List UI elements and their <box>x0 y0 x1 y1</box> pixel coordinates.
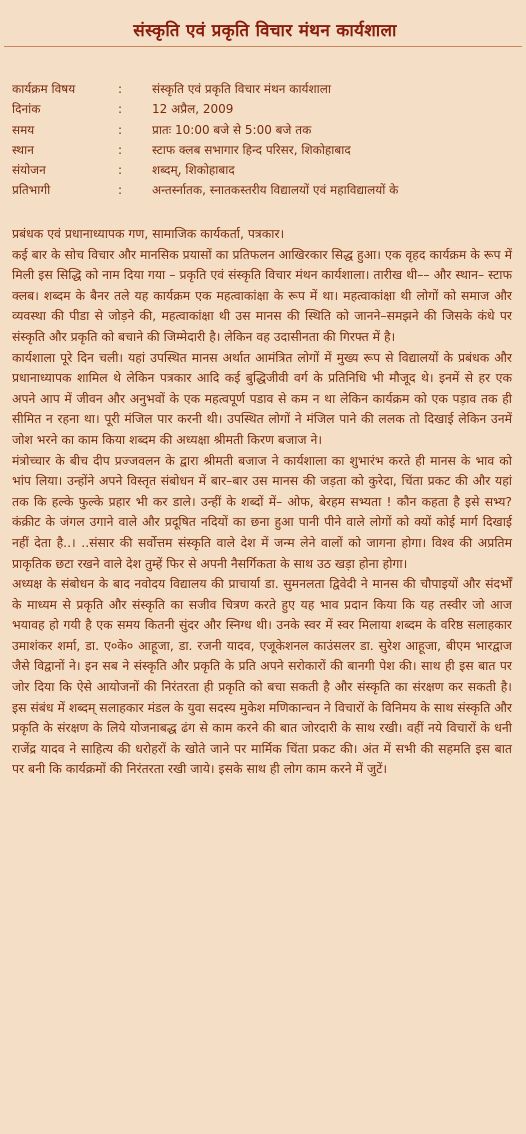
meta-label: समय <box>12 122 35 137</box>
meta-colon: : <box>118 142 123 157</box>
meta-row-subject <box>12 79 522 99</box>
meta-value: 12 अप्रैल, 2009 <box>152 102 234 117</box>
meta-label: स्थान <box>12 142 34 157</box>
meta-row-date <box>12 99 522 119</box>
meta-value: स्टाफ क्लब सभागार हिन्द परिसर, शिकोहाबाद <box>152 142 351 157</box>
title-divider <box>4 46 522 47</box>
page-title: संस्कृति एवं प्रकृति विचार मंथन कार्यशाला <box>133 21 397 41</box>
article-body <box>12 224 512 780</box>
meta-colon: : <box>118 122 123 137</box>
meta-label: कार्यक्रम विषय <box>12 82 76 96</box>
meta-row-participants <box>12 180 522 200</box>
paragraph: अध्यक्ष के संबोधन के बाद नवोदय विद्यालय की प्राचार्या डा. सुमनलता द्विवेदी ने मानस की चौपाइयों और संदर्भों के माध्यम से प्रकृति और संस्कृति का सजीव चित्रण करते हुए यह भाव प्रदान किया कि यह तस्वीर जो आज भयावह हो गयी है एक समय कितनी सुंदर और स्निग्ध थी। उनके स्वर में स्वर मिलाया शब्दम के वरिष्ठ सलाहकार उमाशंकर शर्मा, डा. ए०के० आहूजा, डा. रजनी यादव, एजूकेशनल काउंसलर डा. सुरेश आहूजा, बीएम भारद्वाज जैसे विद्वानों ने। इन सब ने संस्कृति और प्रकृति के प्रति अपने सरोकारों की बानगी पेश की। साथ ही इस बात पर जोर दिया कि ऐसे आयोजनों की निरंतरता ही प्रकृति को बचा सकती है और संस्कृति का संरक्षण कर सकती है। इस संबंध में शब्दम् सलाहकार मंडल के युवा सदस्य मुकेश मणिकान्चन ने विचारों के विनिमय के साथ संस्कृति और प्रकृति के संरक्षण के लिये योजनाबद्ध ढंग से काम करने की बात जोरदारी के साथ रखी। वहीं नये विचारों के धनी राजेंद्र यादव ने साहित्य की धरोहरों के खोते जाने पर मार्मिक चिंता प्रकट की। अंत में सभी की सहमति इस बात पर बनी कि कार्यक्रमों की निरंतरता रखी जाये। इसके साथ ही लोग काम करने में जुटें। <box>12 576 512 777</box>
paragraph: कार्यशाला पूरे दिन चली। यहां उपस्थित मानस अर्थात आमंत्रित लोगों में मुख्य रूप से विद्यालयों के प्रबंधक और प्रधानाध्यापक शामिल थे लेकिन पत्रकार आदि कई बुद्धिजीवी वर्ग के प्रतिनिधि भी मौजूद थे। इनमें से हर एक अपने आप में जीवन और अनुभवों के एक महत्वपूर्ण पडाव से कम न था लेकिन कार्यक्रम को एक पड़ाव तक ही सीमित न रहना था। पूरी मंजिल पार करनी थी। उपस्थित लोगों ने मंजिल पाने की ललक तो दिखाई लेकिन उनमें जोश भरने का काम किया शब्दम की अध्यक्षा श्रीमती किरण बजाज ने। <box>12 349 512 447</box>
meta-value: प्रातः 10:00 बजे से 5:00 बजे तक <box>152 122 312 137</box>
meta-label: संयोजन <box>12 163 46 178</box>
meta-row-time <box>12 120 522 140</box>
event-details <box>12 79 522 201</box>
participants-continuation: प्रबंधक एवं प्रधानाध्यापक गण, सामाजिक कार्यकर्ता, पत्रकार। <box>12 226 285 241</box>
paragraph: मंत्रोच्चार के बीच दीप प्रज्जवलन के द्वारा श्रीमती बजाज ने कार्यशाला का शुभारंभ करते ही मानस के भाव को भांप लिया। उन्होंने अपने विस्तृत संबोधन में बार–बार उस मानस की जड़ता को कुरेदा, चिंता प्रकट की और यहां तक कि हल्के फुल्के प्रहार भी कर डाले। उन्हीं के शब्दों में– ओफ, बेरहम सभ्यता ! कौन कहता है इसे सभ्य? कंक्रीट के जंगल उगाने वाले और प्रदूषित नदियों का छना हुआ पानी पीने वाले लोगों को क्यों कोई मार्ग दिखाई नहीं देता है..। ..संसार की सर्वोत्तम संस्कृति वाले देश में जन्म लेने वालों को जागना होगा। विश्व की अप्रतिम प्राकृतिक छटा रखने वाले देश तुम्हें फिर से अपनी नैसर्गिकता के साथ उठ खड़ा होना होगा। <box>12 452 512 571</box>
meta-colon: : <box>118 163 123 178</box>
meta-row-venue <box>12 140 522 160</box>
meta-label: प्रतिभागी <box>12 183 51 198</box>
meta-label: दिनांक <box>12 102 41 117</box>
meta-colon: : <box>118 183 123 198</box>
meta-row-organizer <box>12 160 522 180</box>
meta-value: संस्कृति एवं प्रकृति विचार मंथन कार्यशाला <box>152 82 332 96</box>
meta-value: अन्तर्स्नातक, स्नातकस्तरीय विद्यालयों एवं महाविद्यालयों के <box>152 183 399 198</box>
paragraph: कई बार के सोच विचार और मानसिक प्रयासों का प्रतिफलन आखिरकार सिद्ध हुआ। एक वृहद कार्यक्रम के रूप में मिली इस सिद्धि को नाम दिया गया – प्रकृति एवं संस्कृति विचार मंथन कार्यशाला। तारीख थी–– और स्थान– स्टाफ क्लब। शब्दम के बैनर तले यह कार्यक्रम एक महत्वाकांक्षा के रूप में था। महत्वाकांक्षा थी लोगों को समाज और व्यवस्था की पीडा से जोड़ने की, महत्वाकांक्षा थी उस मानस की स्थिति को जानने–समझने की जिसके कंधे पर संस्कृति और प्रकृति को बचाने की जिम्मेदारी है। लेकिन वह उदासीनता की गिरफ्त में है। <box>12 246 512 344</box>
meta-value: शब्दम्, शिकोहाबाद <box>152 163 235 178</box>
meta-colon: : <box>118 82 123 96</box>
meta-colon: : <box>118 102 123 117</box>
